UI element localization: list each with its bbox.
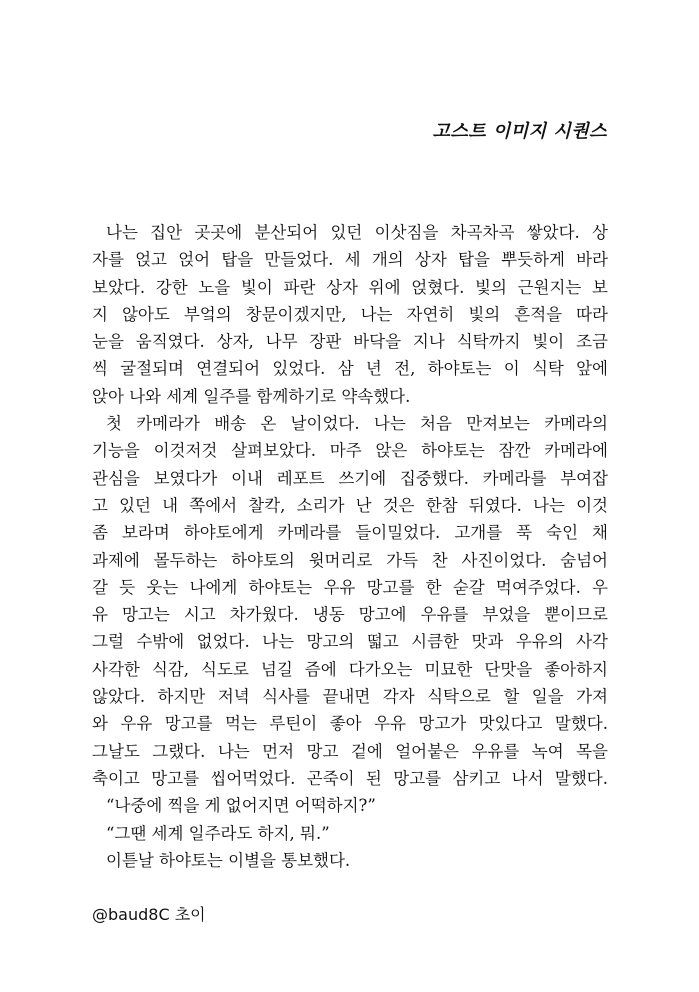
document-body <box>92 219 608 874</box>
text-line: 지 않아도 부엌의 창문이겠지만, 나는 자연히 빛의 흔적을 따라 <box>92 304 608 324</box>
text-line: 축이고 망고를 씹어먹었다. 곤죽이 된 망고를 삼키고 나서 말했다. <box>92 768 608 788</box>
author-credit: @baud8C 초이 <box>92 905 206 924</box>
text-line: 나는 집안 곳곳에 분산되어 있던 이삿짐을 차곡차곡 쌓았다. 상 <box>106 223 608 242</box>
text-line: 유 망고는 시고 차가웠다. 냉동 망고에 우유를 부었을 뿐이므로 <box>92 605 608 625</box>
text-line: 기능을 이것저것 살펴보았다. 마주 앉은 하야토는 잠깐 카메라에 <box>92 441 608 461</box>
text-line: 좀 보라며 하야토에게 카메라를 들이밀었다. 고개를 푹 숙인 채 <box>92 523 608 543</box>
text-line: 그날도 그랬다. 나는 먼저 망고 겉에 얼어붙은 우유를 녹여 목을 <box>92 741 608 761</box>
text-line: 와 우유 망고를 먹는 루틴이 좋아 우유 망고가 맛있다고 말했다. <box>92 714 608 734</box>
dialogue-line: “나중에 찍을 게 없어지면 어떡하지?” <box>106 796 376 816</box>
text-line: 관심을 보였다가 이내 레포트 쓰기에 집중했다. 카메라를 부여잡 <box>92 468 608 488</box>
text-line: 과제에 몰두하는 하야토의 윗머리로 가득 찬 사진이었다. 숨넘어 <box>92 550 608 570</box>
dialogue-line: “그땐 세계 일주라도 하지, 뭐.” <box>106 823 330 843</box>
document-title: 고스트 이미지 시퀀스 <box>432 121 607 142</box>
text-line: 이튿날 하야토는 이별을 통보했다. <box>106 850 351 870</box>
text-line: 사각한 식감, 식도로 넘길 즘에 다가오는 미묘한 단맛을 좋아하지 <box>92 659 608 679</box>
text-line: 고 있던 내 쪽에서 찰칵, 소리가 난 것은 한참 뒤였다. 나는 이것 <box>92 495 608 515</box>
text-line: 않았다. 하지만 저녁 식사를 끝내면 각자 식탁으로 할 일을 가져 <box>92 687 608 707</box>
text-line: 씩 굴절되며 연결되어 있었다. 삼 년 전, 하야토는 이 식탁 앞에 <box>92 359 608 379</box>
text-line: 보았다. 강한 노을 빛이 파란 상자 위에 얹혔다. 빛의 근원지는 보 <box>92 277 608 297</box>
text-line: 그럴 수밖에 없었다. 나는 망고의 떫고 시큼한 맛과 우유의 사각 <box>92 632 608 652</box>
text-line: 자를 얹고 얹어 탑을 만들었다. 세 개의 상자 탑을 뿌듯하게 바라 <box>92 250 608 270</box>
text-line: 눈을 움직였다. 상자, 나무 장판 바닥을 지나 식탁까지 빛이 조금 <box>92 332 608 352</box>
text-line: 첫 카메라가 배송 온 날이었다. 나는 처음 만져보는 카메라의 <box>106 414 608 434</box>
text-line: 갈 듯 웃는 나에게 하야토는 우유 망고를 한 숟갈 먹여주었다. 우 <box>92 577 608 597</box>
text-line: 앉아 나와 세계 일주를 함께하기로 약속했다. <box>92 386 411 406</box>
